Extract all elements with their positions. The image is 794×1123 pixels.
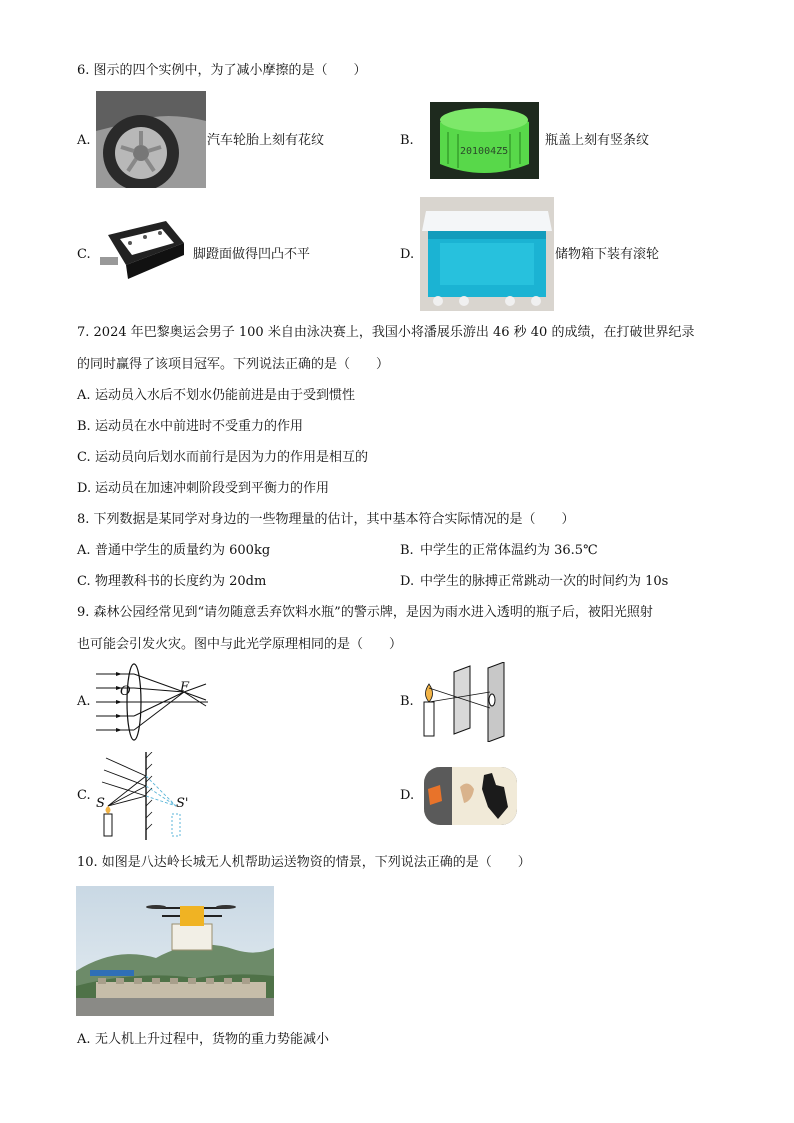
bottle-cap-photo bbox=[430, 102, 539, 179]
q8-option-b-label: B. bbox=[400, 543, 414, 558]
q9-option-b-label: B. bbox=[400, 694, 414, 709]
svg-text:201004Z5: 201004Z5 bbox=[460, 146, 509, 157]
storage-box-photo bbox=[420, 197, 554, 311]
bike-pedal-photo bbox=[100, 213, 192, 287]
q6-option-d-text: 储物箱下装有滚轮 bbox=[555, 247, 660, 262]
q8-stem: 8. 下列数据是某同学对身边的一些物理量的估计，其中基本符合实际情况的是（ ） bbox=[77, 512, 575, 527]
q10-stem: 10. 如图是八达岭长城无人机帮助运送物资的情景，下列说法正确的是（ ） bbox=[77, 855, 531, 870]
q8-option-c-label: C. bbox=[77, 574, 91, 589]
q7-option-d-text: 运动员在加速冲刺阶段受到平衡力的作用 bbox=[95, 481, 330, 496]
q7-option-b-label: B. bbox=[77, 419, 91, 434]
pinhole-camera-diagram bbox=[418, 662, 514, 742]
q7-stem-line-1: 7. 2024 年巴黎奥运会男子 100 米自由泳决赛上，我国小将潘展乐游出 46 秒 40 的成绩，在打破世界纪录 bbox=[77, 325, 695, 340]
lens-center-label: O bbox=[120, 684, 131, 699]
q7-option-c-text: 运动员向后划水而前行是因为力的作用是相互的 bbox=[95, 450, 369, 465]
q7-option-c-label: C. bbox=[77, 450, 91, 465]
q7-option-a-text: 运动员入水后不划水仍能前进是由于受到惯性 bbox=[95, 388, 356, 403]
q9-stem-line-2: 也可能会引发火灾。图中与此光学原理相同的是（ ） bbox=[77, 637, 403, 652]
q6-option-a-label: A. bbox=[77, 133, 91, 148]
q10-option-a-text: 无人机上升过程中，货物的重力势能减小 bbox=[95, 1032, 330, 1047]
plane-mirror-diagram bbox=[96, 752, 196, 840]
q9-option-d-label: D. bbox=[400, 788, 415, 803]
q6-option-c-label: C. bbox=[77, 247, 91, 262]
q6-option-d-label: D. bbox=[400, 247, 415, 262]
q8-option-c-text: 物理教科书的长度约为 20dm bbox=[95, 574, 267, 589]
q9-option-a-label: A. bbox=[77, 694, 91, 709]
q8-option-a-label: A. bbox=[77, 543, 91, 558]
q7-option-d-label: D. bbox=[77, 481, 92, 496]
hand-shadow-picture bbox=[424, 767, 517, 825]
q10-option-a-label: A. bbox=[77, 1032, 91, 1047]
q6-stem: 6. 图示的四个实例中，为了减小摩擦的是（ ） bbox=[77, 63, 367, 78]
q6-option-a-text: 汽车轮胎上刻有花纹 bbox=[207, 133, 325, 148]
q9-option-c-label: C. bbox=[77, 788, 91, 803]
q8-option-a-text: 普通中学生的质量约为 600kg bbox=[95, 543, 271, 558]
q8-option-b-text: 中学生的正常体温约为 36.5℃ bbox=[420, 543, 598, 558]
q7-option-b-text: 运动员在水中前进时不受重力的作用 bbox=[95, 419, 304, 434]
image-point-label: S' bbox=[176, 796, 189, 811]
focus-point-label: F bbox=[180, 680, 190, 695]
q6-option-c-text: 脚蹬面做得凹凸不平 bbox=[193, 247, 311, 262]
q8-option-d-label: D. bbox=[400, 574, 415, 589]
q9-stem-line-1: 9. 森林公园经常见到“请勿随意丢弃饮料水瓶”的警示牌，是因为雨水进入透明的瓶子后，被阳光照射 bbox=[77, 605, 653, 620]
car-tire-photo bbox=[96, 91, 206, 188]
q6-option-b-text: 瓶盖上刻有竖条纹 bbox=[545, 133, 650, 148]
convex-lens-diagram bbox=[96, 662, 216, 742]
q7-option-a-label: A. bbox=[77, 388, 91, 403]
q7-stem-line-2: 的同时赢得了该项目冠军。下列说法正确的是（ ） bbox=[77, 357, 390, 372]
q8-option-d-text: 中学生的脉搏正常跳动一次的时间约为 10s bbox=[420, 574, 669, 589]
q6-option-b-label: B. bbox=[400, 133, 414, 148]
object-point-label: S bbox=[96, 796, 105, 811]
drone-great-wall-photo bbox=[76, 886, 274, 1016]
